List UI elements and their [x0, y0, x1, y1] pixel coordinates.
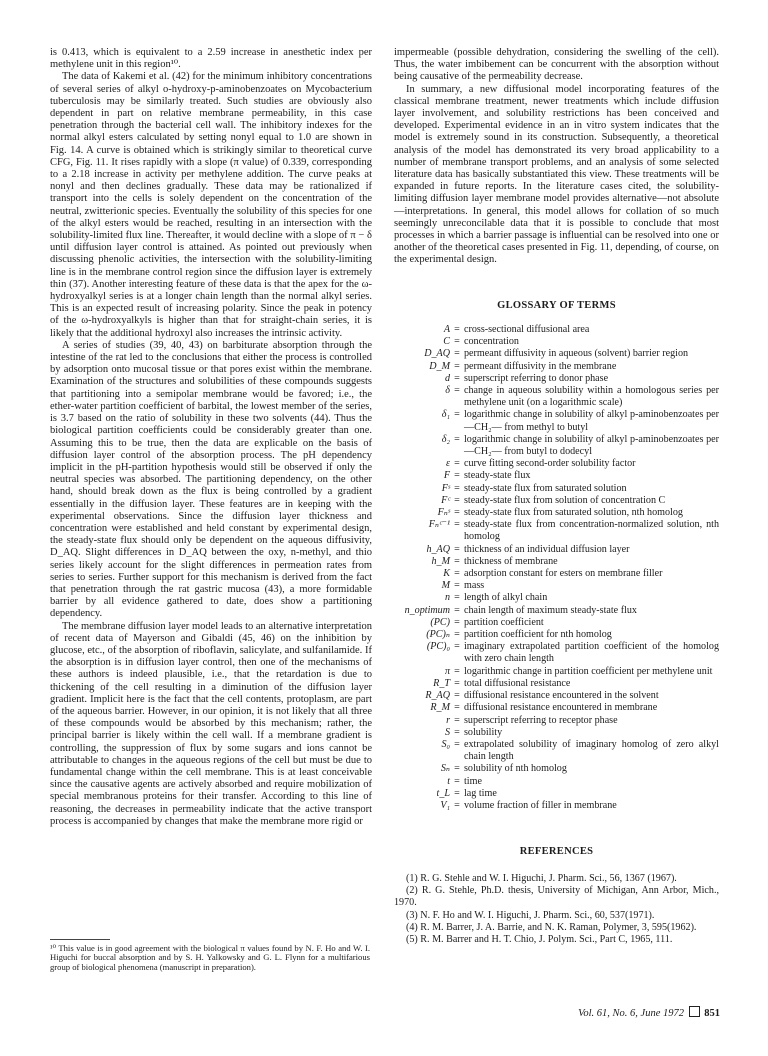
glossary-symbol: Fˢ: [441, 482, 450, 494]
glossary-definition: diffusional resistance encountered in the solvent: [464, 690, 659, 702]
glossary-equals: =: [454, 433, 460, 445]
glossary-symbol: r: [446, 714, 450, 726]
glossary-equals: =: [454, 616, 460, 628]
page-number: 851: [704, 1008, 720, 1019]
glossary-symbol: F: [443, 470, 450, 482]
glossary-definition: permeant diffusivity in the membrane: [464, 360, 617, 372]
glossary-definition: length of alkyl chain: [464, 592, 548, 604]
glossary-definition: total diffusional resistance: [464, 677, 571, 689]
glossary-definition: logarithmic change in solubility of alkyl p-aminobenzoates per —CH₂— from methyl to butyl: [464, 409, 719, 433]
glossary-definition: extrapolated solubility of imaginary homolog of zero alkyl chain length: [464, 738, 719, 763]
glossary-row: [394, 617, 719, 629]
glossary-equals: =: [454, 641, 460, 653]
glossary-equals: =: [454, 702, 460, 714]
glossary-row: [394, 483, 719, 495]
glossary-equals: =: [454, 726, 460, 738]
glossary-equals: =: [454, 763, 460, 775]
glossary-definition: steady-state flux from saturated solution, nth homolog: [464, 507, 683, 519]
glossary-symbol: R_M: [430, 702, 450, 714]
body-paragraph: A series of studies (39, 40, 43) on barbiturate absorption through the intestine of the rat led to the conclusions that either the process is controlled by adsorption onto mucosal tissue or that pores exist within the membrane. Examination of the structures and solubilities of these compounds suggests that partitioning into a semipolar membrane would be favored; i.e., the ether-water partition coefficient of barbital, the lowest member of the series, is 3.7 based on the ratio of solubility in these two solvents (44). Thus the biological partition coefficients could be considerably greater than one. Assuming this to be true, then the data are explicable on the basis of diffusion layer control of the absorption process. The pH dependency implicit in the pH-partition hypothesis would still be observed if only the neutral species was absorbed. The partitioning dependency, on the other hand, should break down as the flux is being controlled by a gradient essentially in the diffusion layer. These features are in keeping with the experimental observations. Since the diffusion layer thickness and concentration were established and held constant by experimental design, the steady-state flux should only be dependent on the aqueous diffusivity, D_AQ. Slight differences in D_AQ between the oxy, n-methyl, and thio series likely account for the slight differences in permeation rates from series to series. Further support for this mechanism is derived from the fact that penetration through the rat gastric mucosa (43), a more formidable barrier by all evidence gathered to date, does show a partitioning dependency.: [50, 339, 372, 620]
glossary-row: [394, 409, 719, 433]
glossary-symbol: n: [444, 592, 450, 604]
glossary-symbol: S₀: [441, 738, 450, 750]
body-paragraph: In summary, a new diffusional model incorporating features of the classical membrane treatment, newer treatments which include diffusion layer involvement, and solubility restrictions has been conceived and developed. Experimental evidence in an in vitro system indicates that the model is extremely sound in its construction. Subsequently, a theoretical analysis of the model has demonstrated its very broad applicability to a number of membrane transport problems, and an analysis of some selected literature data has basically substantiated this view. These treatments will be expanded in future reports. In the literature cases cited, the solubility-limiting diffusion layer membrane model provides alternative—not absolute—interpretations. In general, this model allows for collation of so much seemingly unreconcilable data that it is possible to conclude that most processes in which a barrier passage is influential can be resolved into one or another of the theoretical cases presented in Fig. 11, depending, of course, on the experimental design.: [394, 83, 719, 266]
glossary-equals: =: [454, 690, 460, 702]
glossary-row: [394, 336, 719, 348]
glossary-symbol: δ: [445, 385, 450, 397]
glossary-symbol: K: [443, 568, 450, 580]
glossary-equals: =: [454, 385, 460, 397]
glossary-row: [394, 605, 719, 617]
reference-item: (1) R. G. Stehle and W. I. Higuchi, J. Pharm. Sci., 56, 1367 (1967).: [406, 873, 677, 884]
reference-item: (5) R. M. Barrer and H. T. Chio, J. Polym. Sci., Part C, 1965, 111.: [406, 934, 673, 946]
glossary-equals: =: [454, 372, 460, 384]
glossary-definition: thickness of an individual diffusion layer: [464, 543, 630, 555]
glossary-row: [394, 763, 719, 775]
glossary-row: [394, 800, 719, 812]
glossary-symbol: Fₙᶜ⁻¹: [428, 519, 450, 531]
glossary-symbol: R_T: [433, 677, 450, 689]
glossary-row: [394, 361, 719, 373]
glossary-equals: =: [454, 519, 460, 531]
glossary-definition: solubility of nth homolog: [464, 763, 567, 775]
glossary-symbol: Fₙˢ: [437, 507, 450, 519]
glossary-definition: logarithmic change in partition coefficient per methylene unit: [464, 665, 713, 677]
glossary-row: [394, 495, 719, 507]
glossary-definition: steady-state flux from saturated solution: [464, 482, 627, 494]
glossary-symbol: t_L: [436, 787, 450, 799]
glossary-heading: GLOSSARY OF TERMS: [497, 300, 616, 311]
glossary-row: [394, 470, 719, 482]
glossary-row: [394, 580, 719, 592]
glossary-definition: steady-state flux: [464, 470, 531, 482]
page-footer: [578, 1006, 720, 1019]
glossary-definition: concentration: [464, 336, 519, 348]
glossary-definition: mass: [464, 580, 485, 592]
glossary-symbol: V₁: [440, 799, 450, 811]
body-paragraph: is 0.413, which is equivalent to a 2.59 increase in anesthetic index per methylene unit in this region¹⁰.: [50, 47, 372, 71]
glossary-symbol: h_AQ: [426, 543, 450, 555]
glossary-row: [394, 324, 719, 336]
reference-item: (4) R. M. Barrer, J. A. Barrie, and N. K. Raman, Polymer, 3, 595(1962).: [406, 921, 697, 933]
glossary-definition: diffusional resistance encountered in membrane: [464, 702, 658, 714]
glossary-definition: partition coefficient for nth homolog: [464, 629, 612, 641]
glossary-symbol: S: [444, 726, 450, 738]
glossary-row: [394, 434, 719, 458]
glossary-row: [394, 715, 719, 727]
glossary-equals: =: [454, 580, 460, 592]
glossary-definition: logarithmic change in solubility of alkyl p-aminobenzoates per —CH₂— from butyl to dodecyl: [464, 433, 719, 458]
journal-citation: Vol. 61, No. 6, June 1972: [578, 1008, 684, 1019]
glossary-row: [394, 544, 719, 556]
glossary-symbol: D_M: [429, 360, 450, 372]
glossary-equals: =: [454, 799, 460, 811]
glossary-symbol: Fᶜ: [441, 494, 450, 506]
glossary-definition: volume fraction of filler in membrane: [464, 799, 617, 811]
glossary-equals: =: [454, 507, 460, 519]
glossary-definition: permeant diffusivity in aqueous (solvent) barrier region: [464, 348, 689, 360]
reference-item: (3) N. F. Ho and W. I. Higuchi, J. Pharm. Sci., 60, 537(1971).: [406, 909, 655, 921]
glossary-row: [394, 458, 719, 470]
glossary-symbol: δ₂: [441, 433, 450, 445]
glossary-equals: =: [454, 470, 460, 482]
references-heading: REFERENCES: [519, 846, 594, 857]
glossary-equals: =: [454, 543, 460, 555]
glossary-symbol: (PC)₀: [426, 641, 450, 653]
glossary-equals: =: [454, 604, 460, 616]
glossary-symbol: t: [447, 775, 450, 787]
references-section-header: [394, 846, 719, 857]
glossary-row: [394, 641, 719, 665]
glossary-definition: thickness of membrane: [464, 555, 558, 567]
glossary-row: [394, 556, 719, 568]
glossary-definition: lag time: [464, 787, 497, 799]
glossary-definition: time: [464, 775, 482, 787]
glossary-row: [394, 629, 719, 641]
glossary-equals: =: [454, 738, 460, 750]
glossary-row: [394, 727, 719, 739]
right-column: [394, 47, 719, 267]
glossary-row: [394, 739, 719, 763]
glossary-symbol: C: [443, 336, 450, 348]
glossary-row: [394, 373, 719, 385]
glossary-definition: solubility: [464, 726, 503, 738]
glossary-definition: cross-sectional diffusional area: [464, 324, 590, 335]
glossary-equals: =: [454, 677, 460, 689]
square-icon: [689, 1006, 700, 1017]
glossary-row: [394, 678, 719, 690]
glossary-row: [394, 592, 719, 604]
glossary-symbol: M: [441, 580, 450, 592]
glossary-symbol: D_AQ: [424, 348, 450, 360]
glossary-symbol: A: [443, 324, 450, 335]
glossary-symbol: (PC): [430, 616, 450, 628]
glossary-definition: superscript referring to donor phase: [464, 372, 609, 384]
glossary-row: [394, 519, 719, 543]
glossary-definition: chain length of maximum steady-state flux: [464, 604, 637, 616]
glossary-symbol: δ₁: [441, 409, 450, 421]
glossary-equals: =: [454, 714, 460, 726]
glossary-equals: =: [454, 360, 460, 372]
glossary-row: [394, 702, 719, 714]
glossary-equals: =: [454, 348, 460, 360]
glossary-row: [394, 568, 719, 580]
footnote: ¹⁰ This value is in good agreement with the biological π values found by N. F. Ho and W. I. Higuchi for buccal absorption and by S. H. Yalkowsky and G. L. Flynn for a multifarious group of biological phenomena (manuscript in preparation).: [50, 943, 370, 972]
glossary-equals: =: [454, 629, 460, 641]
glossary-definition: superscript referring to receptor phase: [464, 714, 618, 726]
glossary-symbol: n_optimum: [404, 604, 450, 616]
glossary-equals: =: [454, 324, 460, 335]
left-column: [50, 47, 372, 828]
glossary-row: [394, 507, 719, 519]
reference-item: (2) R. G. Stehle, Ph.D. thesis, University of Michigan, Ann Arbor, Mich., 1970.: [394, 885, 719, 909]
glossary-row: [394, 666, 719, 678]
glossary-definition: curve fitting second-order solubility factor: [464, 458, 636, 470]
body-paragraph: impermeable (possible dehydration, considering the swelling of the cell). Thus, the water imbibement can be concurrent with the absorption without being causative of the permeability decrease.: [394, 47, 719, 83]
glossary-definition: partition coefficient: [464, 616, 544, 628]
glossary-row: [394, 385, 719, 409]
glossary-definition: steady-state flux from concentration-normalized solution, nth homolog: [464, 519, 719, 543]
glossary-symbol: (PC)ₙ: [426, 629, 450, 641]
glossary-symbol: R_AQ: [425, 690, 450, 702]
glossary-definition: change in aqueous solubility within a homologous series per methylene unit (on a logarithmic scale): [464, 385, 719, 409]
glossary-equals: =: [454, 482, 460, 494]
glossary-equals: =: [454, 336, 460, 348]
glossary-equals: =: [454, 665, 460, 677]
glossary-equals: =: [454, 592, 460, 604]
glossary-equals: =: [454, 458, 460, 470]
glossary-row: [394, 348, 719, 360]
glossary-equals: =: [454, 775, 460, 787]
glossary-definition: imaginary extrapolated partition coefficient of the homolog with zero chain length: [464, 641, 719, 665]
glossary-symbol: Sₙ: [440, 763, 450, 775]
reference-list: [394, 873, 719, 946]
glossary-symbol: π: [444, 665, 450, 677]
glossary-row: [394, 788, 719, 800]
glossary-equals: =: [454, 568, 460, 580]
glossary-symbol: h_M: [431, 555, 450, 567]
glossary-equals: =: [454, 409, 460, 421]
glossary-symbol: d: [444, 372, 450, 384]
glossary-row: [394, 690, 719, 702]
footnote-divider: [50, 939, 110, 940]
glossary-equals: =: [454, 787, 460, 799]
glossary-symbol: ε: [446, 458, 450, 470]
glossary-definition: steady-state flux from solution of concentration C: [464, 494, 666, 506]
glossary-row: [394, 776, 719, 788]
glossary-equals: =: [454, 494, 460, 506]
glossary-section-header: [394, 300, 719, 311]
glossary-definition: adsorption constant for esters on membrane filler: [464, 568, 663, 580]
glossary-equals: =: [454, 555, 460, 567]
body-paragraph: The membrane diffusion layer model leads to an alternative interpretation of recent data of Mayerson and Gibaldi (45, 46) on the inhibition by glucose, etc., of the absorption of riboflavin, salicylate, and sulfanilamide. If the absorption is in diffusion layer control, then one of the mechanisms of these authors is indeed plausible, i.e., that the retardation is due to thickening of the cell resulting in a diminution of the diffusion layer gradient. Implicit here is the fact that the cell contents, protoplasm, are part of the aqueous barrier. However, in our opinion, it is not likely that all three of these compounds would be absorbed by this mechanism; rather, the principal barrier is likely within the cell wall. If a membrane gradient is controlling, the suppression of flux by some sugars and ions cannot be attributable to changes in the aqueous regions of the cell but must be due to fundamental change within the cell membrane. This is at least conceivable since the causative agents are actively absorbed and require mobilization of special membranous proteins for their transfer. According to this line of reasoning, the decreases in permeability indicate that the active transport process is accompanied by changes that make the membrane more rigid or: [50, 620, 372, 827]
body-paragraph: The data of Kakemi et al. (42) for the minimum inhibitory concentrations of several series of alkyl o-hydroxy-p-aminobenzoates on Mycobacterium tuberculosis may be similarly treated. Such studies are obviously also dependent in part on relative membrane permeability, in this case penetration through the bacterial cell wall. The inhibitory indexes for the normal alkyl esters calculated by setting nonyl equal to 1.0 are shown in Fig. 14. A curve is obtained which is strikingly similar to theoretical curve CFG, Fig. 11. It rises rapidly with a slope (π value) of 0.339, corresponding to a 2.18 increase in activity per methylene addition. The curve peaks at nonyl and then declines gradually. These data may be rationalized if transport into the cells is solely dependent on the concentration of the neutral, zwitterionic species. Eventually the solubility of this species for one of the alkyl esters would be reached, resulting in an intersection with the solubility-limited flux line. Thereafter, it would decline with a slope of π − δ until diffusion layer control is attained. As pointed out previously when discussing phenolic activities, the intersection with the solubility-limiting line is in the membrane control region since the diffusion layer is extremely thin (37). Another interesting feature of these data is that the apex for the ω-hydroxyalkyl series is at a longer chain length than the normal alkyl series. This is an expected result of increasing polarity. Since the peak in potency of the ω-hydroxyalkyls is higher than that for straight-chain series, it is likely that the additional hydroxyl also increases the intrinsic activity.: [50, 71, 372, 339]
glossary-list: [394, 324, 719, 812]
